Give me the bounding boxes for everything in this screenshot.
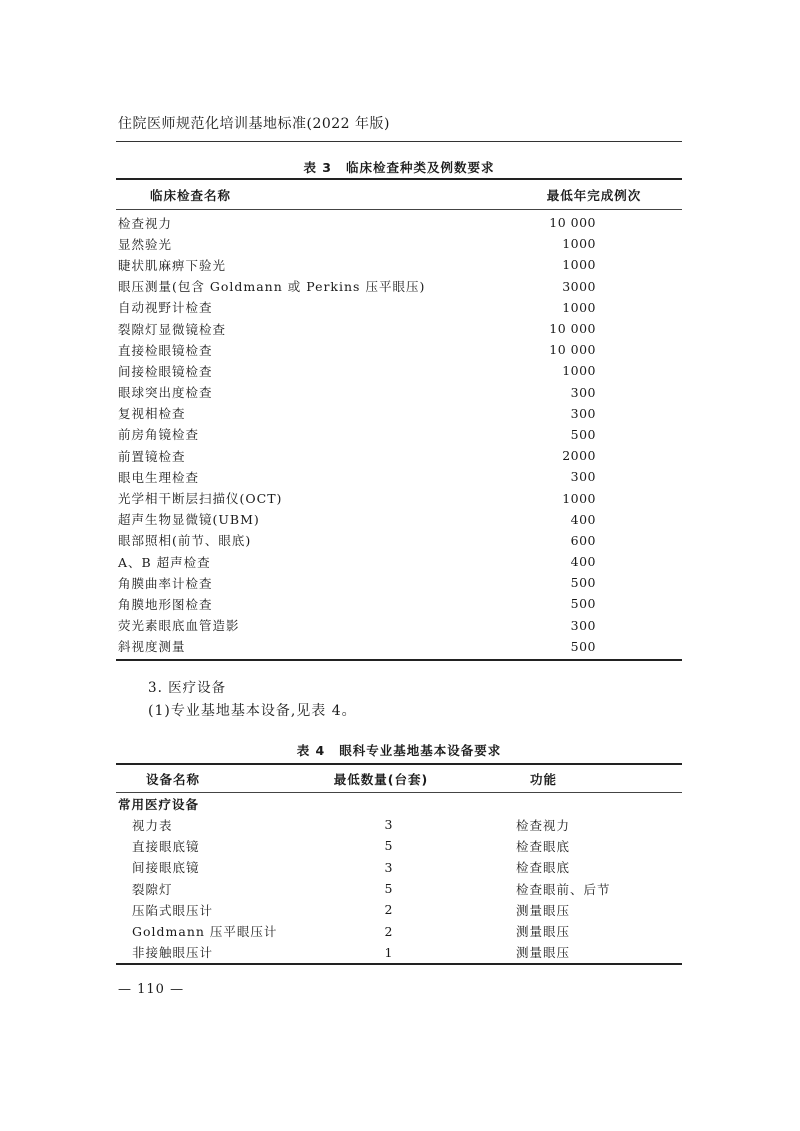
exam-name: 光学相干断层扫描仪(OCT) [118,491,283,507]
table-row [116,509,682,530]
table4-body [116,814,682,963]
table-row [116,233,682,254]
exam-count: 300 [570,617,596,633]
running-header: 住院医师规范化培训基地标准(2022 年版) [118,116,391,132]
equipment-qty: 3 [384,817,394,833]
exam-count: 600 [570,532,596,548]
table-row [116,942,682,963]
table-row [116,212,682,233]
equipment-name: 裂隙灯 [132,881,173,897]
table-row [116,424,682,445]
table-row [116,466,682,487]
table4-header-row [116,765,682,793]
table-row [116,615,682,636]
table3 [116,178,682,661]
table-row [116,593,682,614]
equipment-function: 检查眼前、后节 [516,881,611,897]
table3-col-count-header: 最低年完成例次 [546,187,642,203]
exam-name: 直接检眼镜检查 [118,342,213,358]
exam-count: 1000 [562,363,596,379]
exam-count: 500 [570,596,596,612]
equipment-function: 测量眼压 [516,945,571,961]
equipment-function: 检查眼底 [516,838,571,854]
exam-count: 1000 [562,236,596,252]
equipment-name: 非接触眼压计 [132,945,214,961]
table3-caption-title: 临床检查种类及例数要求 [346,160,495,175]
exam-name: 裂隙灯显微镜检查 [118,321,227,337]
exam-name: 显然验光 [118,236,173,252]
equipment-qty: 3 [384,859,394,875]
exam-name: 前房角镜检查 [118,427,200,443]
exam-name: 眼部照相(前节、眼底) [118,533,252,549]
table-row [116,445,682,466]
exam-name: 间接检眼镜检查 [118,363,213,379]
equipment-qty: 5 [384,881,394,897]
equipment-function: 检查视力 [516,817,571,833]
exam-count: 10 000 [549,215,596,231]
table-row [116,920,682,941]
equipment-name: Goldmann 压平眼压计 [132,924,278,940]
table-row [116,382,682,403]
table-row [116,297,682,318]
exam-count: 300 [570,405,596,421]
equipment-qty: 5 [384,838,394,854]
exam-name: 荧光素眼底血管造影 [118,618,240,634]
table-row [116,636,682,657]
exam-name: 角膜地形图检查 [118,596,213,612]
header-rule [116,141,682,142]
table4 [116,763,682,965]
exam-count: 3000 [562,278,596,294]
table4-col-func-header: 功能 [530,771,558,787]
equipment-name: 直接眼底镜 [132,838,200,854]
equipment-name: 视力表 [132,817,173,833]
exam-name: 角膜曲率计检查 [118,575,213,591]
table-row [116,318,682,339]
table-row [116,572,682,593]
table3-header-row [116,180,682,210]
exam-name: 检查视力 [118,215,173,231]
table-row [116,339,682,360]
exam-name: 自动视野计检查 [118,300,213,316]
table-row [116,403,682,424]
exam-count: 10 000 [549,342,596,358]
table-row [116,899,682,920]
table4-caption-number: 表 4 [296,743,326,758]
table-row [116,360,682,381]
table-row [116,835,682,856]
table-row [116,878,682,899]
equipment-name: 压陷式眼压计 [132,902,214,918]
exam-name: A、B 超声检查 [118,554,211,570]
exam-count: 500 [570,575,596,591]
page-number: — 110 — [118,982,185,997]
table-row [116,487,682,508]
exam-name: 前置镜检查 [118,448,186,464]
table-row [116,276,682,297]
equipment-function: 测量眼压 [516,902,571,918]
exam-count: 1000 [562,299,596,315]
table4-caption-title: 眼科专业基地基本设备要求 [339,743,502,758]
exam-count: 300 [570,384,596,400]
exam-name: 眼球突出度检查 [118,385,213,401]
table4-caption [116,741,682,759]
equipment-qty: 2 [384,902,394,918]
section-paragraph: (1)专业基地基本设备,见表 4。 [148,703,357,719]
table3-body [116,210,682,659]
exam-count: 2000 [562,448,596,464]
exam-name: 斜视度测量 [118,639,186,655]
exam-count: 300 [570,469,596,485]
equipment-qty: 2 [384,923,394,939]
table-row [116,530,682,551]
table3-col-name-header: 临床检查名称 [150,187,232,203]
equipment-function: 检查眼底 [516,860,571,876]
table-row [116,551,682,572]
table4-col-qty-header: 最低数量(台套) [333,771,429,787]
equipment-qty: 1 [384,944,394,960]
exam-count: 400 [570,511,596,527]
table-row [116,254,682,275]
table4-group-label: 常用医疗设备 [118,796,200,812]
exam-count: 500 [570,638,596,654]
exam-count: 10 000 [549,321,596,337]
table3-caption [116,158,682,176]
exam-count: 400 [570,554,596,570]
exam-name: 眼压测量(包含 Goldmann 或 Perkins 压平眼压) [118,279,426,295]
exam-count: 1000 [562,257,596,273]
exam-name: 复视相检查 [118,406,186,422]
section-heading: 3. 医疗设备 [148,680,227,696]
table4-col-name-header: 设备名称 [146,771,201,787]
table3-caption-number: 表 3 [303,160,333,175]
exam-count: 500 [570,426,596,442]
table-row [116,857,682,878]
exam-name: 超声生物显微镜(UBM) [118,512,260,528]
exam-name: 眼电生理检查 [118,469,200,485]
equipment-name: 间接眼底镜 [132,860,200,876]
exam-count: 1000 [562,490,596,506]
table-row [116,814,682,835]
equipment-function: 测量眼压 [516,924,571,940]
exam-name: 睫状肌麻痹下验光 [118,257,227,273]
